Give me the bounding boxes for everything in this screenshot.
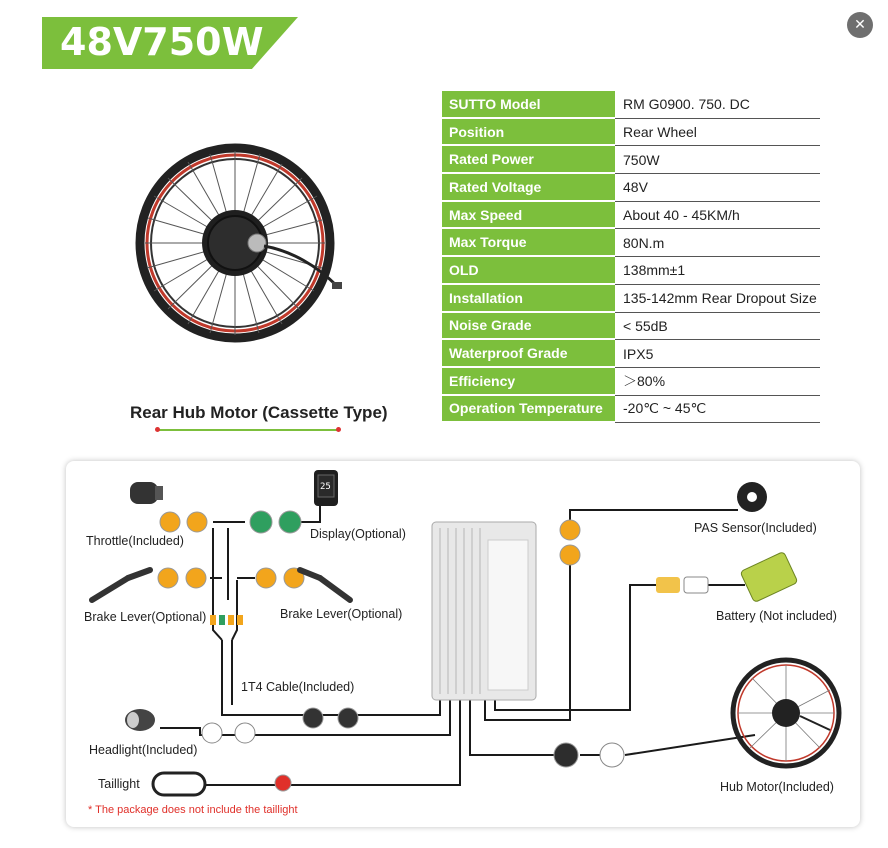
display-label: Display(Optional) (310, 527, 406, 541)
spec-key: Rated Power (442, 146, 615, 174)
brake-lever-icon (92, 570, 350, 600)
hub-motor-label: Hub Motor(Included) (720, 780, 834, 794)
headlight-label: Headlight(Included) (89, 743, 198, 757)
taillight-label: Taillight (98, 777, 140, 791)
spec-value: About 40 - 45KM/h (615, 202, 820, 230)
spec-key: Rated Voltage (442, 174, 615, 202)
pas-sensor-icon (737, 482, 767, 512)
spec-value: RM G0900. 750. DC (615, 91, 820, 119)
spec-key: OLD (442, 257, 615, 285)
spec-key: Max Speed (442, 202, 615, 230)
spec-value: -20℃ ~ 45℃ (615, 396, 820, 424)
product-caption: Rear Hub Motor (Cassette Type) (130, 403, 388, 422)
spec-value: 48V (615, 174, 820, 202)
battery-label: Battery (Not included) (716, 609, 837, 623)
spec-key: Operation Temperature (442, 396, 615, 424)
spec-key: Waterproof Grade (442, 340, 615, 368)
battery-icon (740, 551, 798, 602)
taillight-icon (153, 773, 205, 795)
headlight-icon (125, 709, 155, 731)
brake-lever-left-label: Brake Lever(Optional) (84, 610, 207, 624)
banner-title: 48V750W (60, 20, 264, 64)
spec-key: Efficiency (442, 368, 615, 396)
spec-key: Installation (442, 285, 615, 313)
taillight-note: * The package does not include the taillight (88, 804, 298, 816)
controller-box (432, 522, 536, 700)
spec-key: Position (442, 119, 615, 147)
spec-value: < 55dB (615, 313, 820, 341)
spec-value: 80N.m (615, 229, 820, 257)
throttle-label: Throttle(Included) (86, 534, 184, 548)
spec-value: 135-142mm Rear Dropout Size (615, 285, 820, 313)
pas-sensor-label: PAS Sensor(Included) (694, 521, 817, 535)
display-screen-value: 25 (320, 482, 331, 492)
hub-motor-icon (733, 660, 839, 766)
throttle-icon (130, 482, 163, 504)
spec-value: ＞80% (615, 368, 820, 396)
spec-key: SUTTO Model (442, 91, 615, 119)
spec-key: Max Torque (442, 229, 615, 257)
spec-value: IPX5 (615, 340, 820, 368)
spec-value: 138mm±1 (615, 257, 820, 285)
spec-value: 750W (615, 146, 820, 174)
cable-label: 1T4 Cable(Included) (241, 680, 355, 694)
close-icon[interactable]: ✕ (847, 12, 873, 38)
spec-value: Rear Wheel (615, 119, 820, 147)
brake-lever-right-label: Brake Lever(Optional) (280, 607, 403, 621)
spec-key: Noise Grade (442, 313, 615, 341)
